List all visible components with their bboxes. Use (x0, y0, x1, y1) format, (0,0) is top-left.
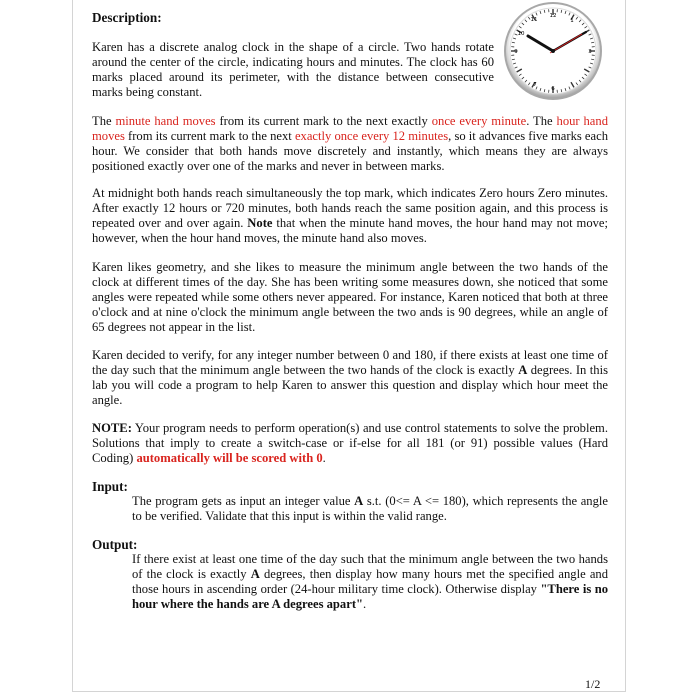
description-heading: Description: (92, 10, 162, 25)
clock-center-pin (551, 49, 555, 53)
clock-number-11: 11 (530, 17, 538, 23)
paragraph-verify (92, 348, 608, 408)
text-run: degrees, then display how many hours met the specified angle and those hours in ascending order (24-hour military time clock). Otherwise display (132, 567, 608, 596)
bold-note: Note (247, 216, 273, 230)
highlight-hour-hand-moves: hour hand moves (92, 114, 608, 143)
input-description (132, 494, 608, 524)
text-run: . The (526, 114, 557, 128)
text-run: , so it advances five marks each hour. We consider that both hands move discretely and instantly, which means they are always positioned exactly over one of the marks and never in between marks. (92, 129, 609, 173)
clock-number-12: 12 (549, 13, 557, 19)
text-run: degrees. In this lab you will code a program to help Karen to answer this question and display which hour meet the angle. (92, 363, 608, 407)
highlight-once-every-minute: once every minute (431, 114, 527, 128)
clock-number-3: 3 (588, 49, 592, 55)
page-number: 1/2 (585, 677, 601, 691)
text-run: The (92, 114, 116, 128)
input-heading: Input: (92, 479, 128, 494)
text-run: The program gets as input an integer value (132, 494, 355, 508)
text-run: s.t. (0<= A <= 180), which represents the angle to be verified. Validate that this input is within the valid range. (132, 494, 608, 523)
clock-icon (498, 2, 608, 102)
highlight-minute-hand-moves: minute hand moves (115, 114, 216, 128)
paragraph-hand-movement (92, 114, 608, 174)
output-description (132, 552, 608, 612)
text-run: that when the minute hand moves, the hour hand may not move; however, when the hour hand moves, the minute hand also moves. (92, 216, 608, 245)
bold-a: A (354, 494, 364, 508)
clock-illustration (498, 2, 608, 102)
clock-number-1: 1 (570, 18, 574, 24)
paragraph-geometry: Karen likes geometry, and she likes to measure the minimum angle between the two hands of the clock at different times of the day. She has been writing some measures down, she noticed that some angles were repeated while some others never appeared. For instance, Karen noticed that both at three o'clock and at nine o'clock the minimum angle between the two ands is 90 degrees, while an angle of 65 degrees not appear in the list. (92, 260, 608, 334)
text-run: Karen decided to verify, for any integer number between 0 and 180, if there exists at least one time of the day such that the minimum angle between the two hands of the clock is exactly (92, 348, 608, 377)
clock-number-6: 6 (551, 86, 555, 92)
text-run: from its current mark to the next (124, 129, 295, 143)
text-run: At midnight both hands reach simultaneously the top mark, which indicates Zero hours Zero minutes. After exactly 12 hours or 720 minutes, both hands reach the same position again, and this process is repeated over and over again. (92, 186, 608, 230)
text-run: . (363, 597, 367, 611)
bold-no-hour-message: "There is no hour where the hands are A degrees apart" (132, 582, 608, 611)
text-run: If there exist at least one time of the day such that the minimum angle between the two hands of the clock is exactly (132, 552, 608, 581)
paragraph-midnight (92, 186, 608, 246)
bold-a: A (250, 567, 260, 581)
text-run: from its current mark to the next exactly (215, 114, 432, 128)
text-run: . (322, 451, 326, 465)
highlight-every-12-minutes: exactly once every 12 minutes (294, 129, 449, 143)
clock-number-10: 10 (517, 31, 525, 37)
warning-scored-zero: automatically will be scored with 0 (136, 451, 323, 465)
paragraph-clock-intro: Karen has a discrete analog clock in the shape of a circle. Two hands rotate around the center of the circle, indicating hours and minutes. The clock has 60 marks placed around its perimeter, with the distance between consecutive marks being constant. (92, 40, 494, 99)
clock-number-7: 7 (533, 82, 537, 88)
paragraph-note (92, 421, 608, 466)
clock-number-9: 9 (514, 49, 518, 55)
bold-note-label: NOTE: (92, 421, 132, 435)
text-run: Your program needs to perform operation(s) and use control statements to solve the problem. Solutions that imply to create a switch-case or if-else for all 181 (or 91) possible values (Hard Coding) (92, 421, 608, 465)
output-heading: Output: (92, 537, 138, 552)
bold-a: A (518, 363, 528, 377)
